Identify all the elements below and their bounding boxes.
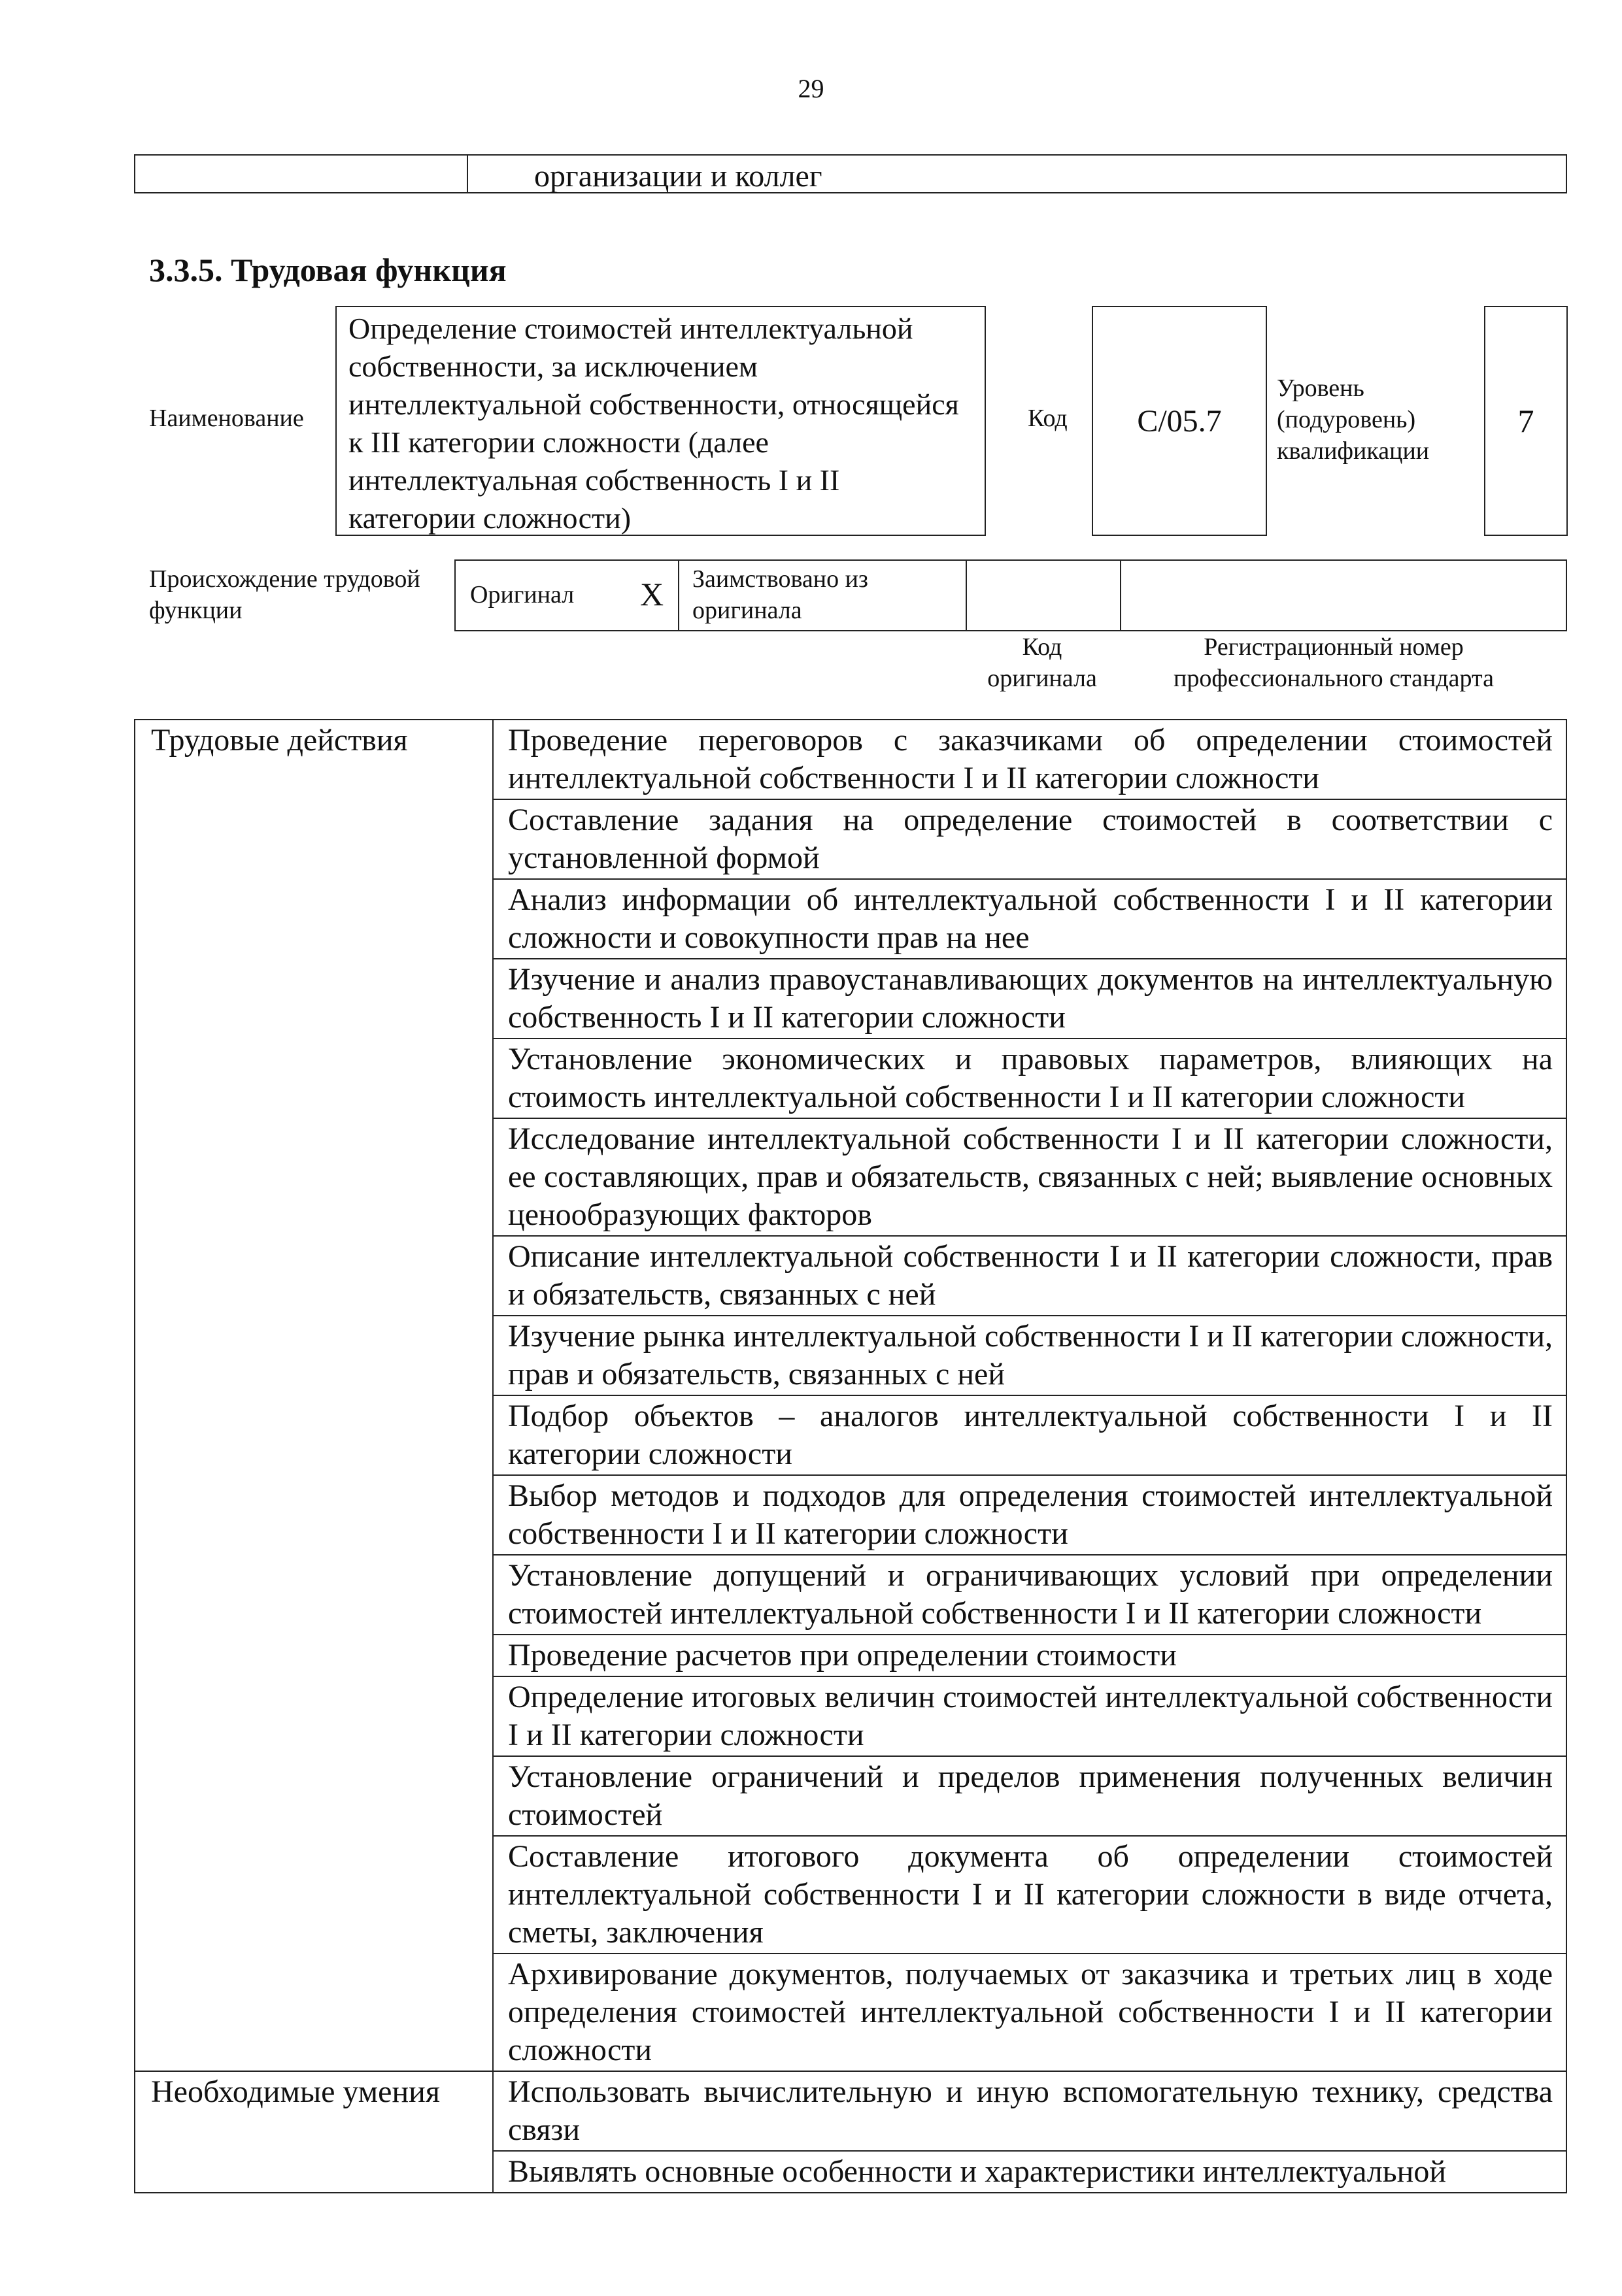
code-label: Код xyxy=(1028,405,1068,432)
code-value-box: C/05.7 xyxy=(1092,306,1267,536)
continued-table-row xyxy=(134,154,1567,193)
level-label: Уровень (подуровень) квалификации xyxy=(1277,374,1430,465)
origin-table xyxy=(454,559,1567,631)
level-value-box: 7 xyxy=(1484,306,1568,536)
borrowed-label: Заимствовано из оригинала xyxy=(692,565,868,624)
skill-row xyxy=(135,2071,1566,2151)
section-item: Использовать вычислительную и иную вспомогательную технику, средства связи xyxy=(493,2071,1566,2151)
section-item: Установление экономических и правовых параметров, влияющих на стоимость интеллектуальной собственности I и II категории сложности xyxy=(493,1039,1566,1118)
section-item: Анализ информации об интеллектуальной собственности I и II категории сложности и совокупности прав на нее xyxy=(493,879,1566,959)
labor-action-row xyxy=(135,720,1566,799)
origin-divider xyxy=(678,561,679,630)
section-item: Описание интеллектуальной собственности I и II категории сложности, прав и обязательств, связанных с ней xyxy=(493,1236,1566,1316)
origin-divider xyxy=(966,561,967,630)
table-divider xyxy=(467,156,468,192)
section-item: Установление допущений и ограничивающих условий при определении стоимостей интеллектуальной собственности I и II категории сложности xyxy=(493,1555,1566,1635)
section-label: Трудовые действия xyxy=(135,720,493,2071)
section-item: Изучение рынка интеллектуальной собственности I и II категории сложности, прав и обязательств, связанных с ней xyxy=(493,1316,1566,1395)
labor-function-table xyxy=(134,719,1567,2193)
section-item: Изучение и анализ правоустанавливающих документов на интеллектуальную собственность I и II категории сложности xyxy=(493,959,1566,1039)
continued-row-text: организации и коллег xyxy=(534,159,822,193)
section-item: Определение итоговых величин стоимостей интеллектуальной собственности I и II категории сложности xyxy=(493,1676,1566,1756)
section-title: 3.3.5. Трудовая функция xyxy=(149,252,507,288)
reg-number-caption: Регистрационный номер профессионального стандарта xyxy=(1174,633,1494,692)
origin-divider xyxy=(1120,561,1121,630)
section-item: Установление ограничений и пределов применения полученных величин стоимостей xyxy=(493,1756,1566,1836)
section-item: Архивирование документов, получаемых от заказчика и третьих лиц в ходе определения стоимостей интеллектуальной собственности I и II категории сложности xyxy=(493,1954,1566,2071)
section-item: Подбор объектов – аналогов интеллектуальной собственности I и II категории сложности xyxy=(493,1395,1566,1475)
section-item: Исследование интеллектуальной собственности I и II категории сложности, ее составляющих, прав и обязательств, связанных с ней; выявление основных ценообразующих факторов xyxy=(493,1118,1566,1236)
original-mark: X xyxy=(640,576,664,612)
section-item: Проведение расчетов при определении стоимости xyxy=(493,1635,1566,1676)
original-label: Оригинал xyxy=(470,581,575,608)
section-item: Составление итогового документа об определении стоимостей интеллектуальной собственности I и II категории сложности в виде отчета, сметы, заключения xyxy=(493,1836,1566,1954)
name-label: Наименование xyxy=(149,405,304,432)
origin-label: Происхождение трудовой функции xyxy=(149,565,420,624)
function-name-box: Определение стоимостей интеллектуальной собственности, за исключением интеллектуальной собственности, относящейся к III категории сложности (далее интеллектуальная собственность I и II категории сложности) xyxy=(335,306,986,536)
section-label: Необходимые умения xyxy=(135,2071,493,2193)
section-item: Проведение переговоров с заказчиками об определении стоимостей интеллектуальной собственности I и II категории сложности xyxy=(493,720,1566,799)
section-item: Составление задания на определение стоимостей в соответствии с установленной формой xyxy=(493,799,1566,879)
section-item: Выбор методов и подходов для определения стоимостей интеллектуальной собственности I и II категории сложности xyxy=(493,1475,1566,1555)
page-number: 29 xyxy=(798,74,824,103)
section-item: Выявлять основные особенности и характеристики интеллектуальной xyxy=(493,2151,1566,2193)
code-origin-caption: Код оригинала xyxy=(987,633,1097,692)
